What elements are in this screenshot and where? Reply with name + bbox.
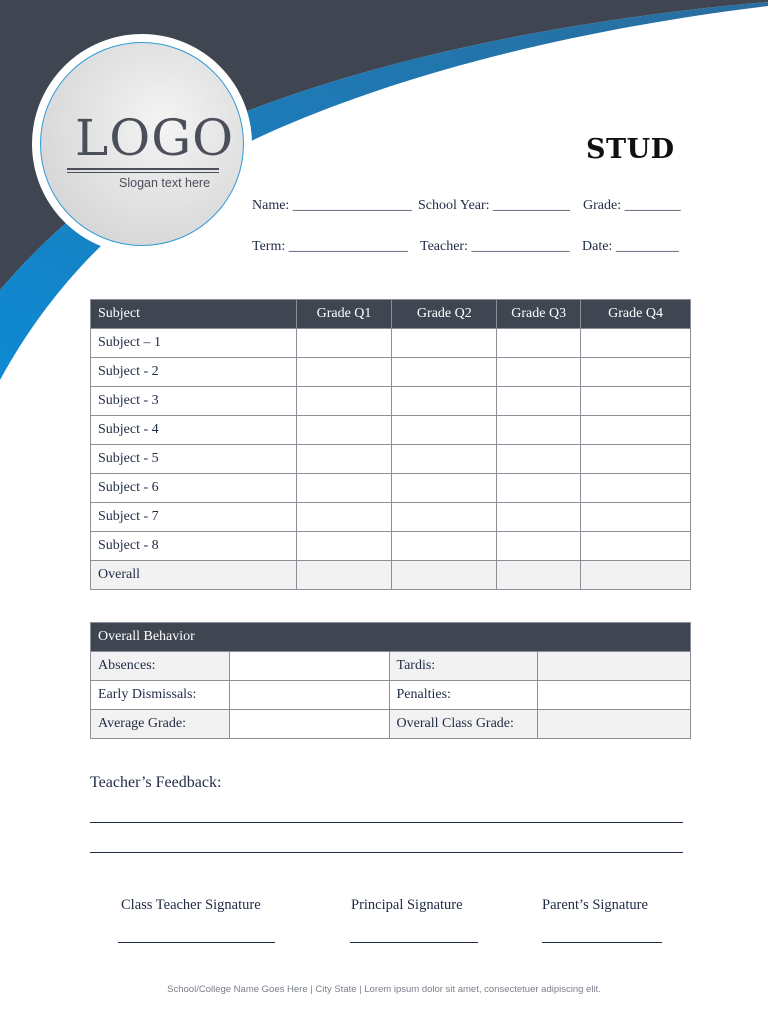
- grade-cell[interactable]: [296, 358, 392, 387]
- header-grade-q4: Grade Q4: [581, 300, 691, 329]
- grade-cell[interactable]: [392, 387, 497, 416]
- grade-cell[interactable]: [392, 561, 497, 590]
- school-year-field[interactable]: School Year: ___________: [418, 198, 571, 213]
- table-row: [91, 329, 691, 358]
- table-row: [91, 652, 691, 681]
- absences-label: Absences:: [91, 652, 230, 681]
- tardis-label: Tardis:: [389, 652, 538, 681]
- average-grade-value[interactable]: [229, 710, 389, 739]
- grade-cell[interactable]: [581, 474, 691, 503]
- grade-cell[interactable]: [497, 445, 581, 474]
- penalties-value[interactable]: [538, 681, 691, 710]
- subject-label: Subject - 3: [91, 387, 297, 416]
- principal-signature-label: Principal Signature: [351, 897, 463, 913]
- early-dismissals-value[interactable]: [229, 681, 389, 710]
- table-row: [91, 358, 691, 387]
- overall-label: Overall: [91, 561, 297, 590]
- grade-cell[interactable]: [497, 561, 581, 590]
- class-teacher-signature-label: Class Teacher Signature: [121, 897, 261, 913]
- subject-label: Subject – 1: [91, 329, 297, 358]
- grade-cell[interactable]: [497, 532, 581, 561]
- subject-label: Subject - 2: [91, 358, 297, 387]
- grade-field[interactable]: Grade: ________: [583, 198, 681, 213]
- grade-cell[interactable]: [581, 532, 691, 561]
- grade-cell[interactable]: [392, 474, 497, 503]
- teacher-field[interactable]: Teacher: ______________: [420, 239, 570, 254]
- table-row: [91, 532, 691, 561]
- overall-class-grade-value[interactable]: [538, 710, 691, 739]
- behavior-header: Overall Behavior: [91, 623, 691, 652]
- subject-label: Subject - 6: [91, 474, 297, 503]
- grade-cell[interactable]: [296, 503, 392, 532]
- table-row: [91, 387, 691, 416]
- footer-text: School/College Name Goes Here | City State | Lorem ipsum dolor sit amet, consectetuer adipiscing elit.: [167, 984, 601, 995]
- table-row: [91, 681, 691, 710]
- page-title: STUD: [586, 134, 675, 165]
- logo-underline: [67, 168, 219, 170]
- behavior-header-row: [91, 623, 691, 652]
- overall-class-grade-label: Overall Class Grade:: [389, 710, 538, 739]
- grade-cell[interactable]: [581, 329, 691, 358]
- grade-cell[interactable]: [581, 387, 691, 416]
- feedback-line-1[interactable]: [90, 822, 683, 823]
- grades-table: [90, 299, 691, 590]
- grade-cell[interactable]: [581, 445, 691, 474]
- grade-cell[interactable]: [296, 445, 392, 474]
- table-row: [91, 474, 691, 503]
- tardis-value[interactable]: [538, 652, 691, 681]
- grade-cell[interactable]: [581, 503, 691, 532]
- grade-cell[interactable]: [296, 329, 392, 358]
- subject-label: Subject - 8: [91, 532, 297, 561]
- parent-signature-label: Parent’s Signature: [542, 897, 648, 913]
- grade-cell[interactable]: [392, 329, 497, 358]
- class-teacher-signature-line[interactable]: [118, 942, 275, 943]
- logo-underline-thin: [67, 172, 219, 173]
- principal-signature-line[interactable]: [350, 942, 478, 943]
- header-grade-q1: Grade Q1: [296, 300, 392, 329]
- grades-header-row: [91, 300, 691, 329]
- logo-badge: [32, 34, 252, 254]
- header-grade-q2: Grade Q2: [392, 300, 497, 329]
- grade-cell[interactable]: [497, 358, 581, 387]
- grade-cell[interactable]: [392, 445, 497, 474]
- table-row: [91, 416, 691, 445]
- feedback-label: Teacher’s Feedback:: [90, 774, 222, 791]
- absences-value[interactable]: [229, 652, 389, 681]
- logo-slogan: Slogan text here: [119, 176, 211, 190]
- grade-cell[interactable]: [296, 532, 392, 561]
- grade-cell[interactable]: [392, 532, 497, 561]
- table-row: [91, 710, 691, 739]
- grade-cell[interactable]: [497, 329, 581, 358]
- grade-cell[interactable]: [497, 474, 581, 503]
- table-row: [91, 445, 691, 474]
- overall-row: [91, 561, 691, 590]
- parent-signature-line[interactable]: [542, 942, 662, 943]
- penalties-label: Penalties:: [389, 681, 538, 710]
- subject-label: Subject - 4: [91, 416, 297, 445]
- logo-text: LOGO: [75, 109, 235, 167]
- grade-cell[interactable]: [581, 416, 691, 445]
- feedback-line-2[interactable]: [90, 852, 683, 853]
- name-field[interactable]: Name: _________________: [252, 198, 412, 213]
- term-field[interactable]: Term: _________________: [252, 239, 408, 254]
- subject-label: Subject - 7: [91, 503, 297, 532]
- grade-cell[interactable]: [296, 561, 392, 590]
- grade-cell[interactable]: [296, 387, 392, 416]
- table-row: [91, 503, 691, 532]
- header-subject: Subject: [91, 300, 297, 329]
- grade-cell[interactable]: [392, 416, 497, 445]
- behavior-table: [90, 622, 691, 739]
- grade-cell[interactable]: [392, 358, 497, 387]
- logo-inner-circle: [40, 42, 244, 246]
- grade-cell[interactable]: [581, 358, 691, 387]
- grade-cell[interactable]: [296, 474, 392, 503]
- date-field[interactable]: Date: _________: [582, 239, 679, 254]
- grade-cell[interactable]: [392, 503, 497, 532]
- average-grade-label: Average Grade:: [91, 710, 230, 739]
- grade-cell[interactable]: [581, 561, 691, 590]
- grade-cell[interactable]: [497, 416, 581, 445]
- early-dismissals-label: Early Dismissals:: [91, 681, 230, 710]
- grade-cell[interactable]: [497, 387, 581, 416]
- grade-cell[interactable]: [497, 503, 581, 532]
- grade-cell[interactable]: [296, 416, 392, 445]
- subject-label: Subject - 5: [91, 445, 297, 474]
- header-grade-q3: Grade Q3: [497, 300, 581, 329]
